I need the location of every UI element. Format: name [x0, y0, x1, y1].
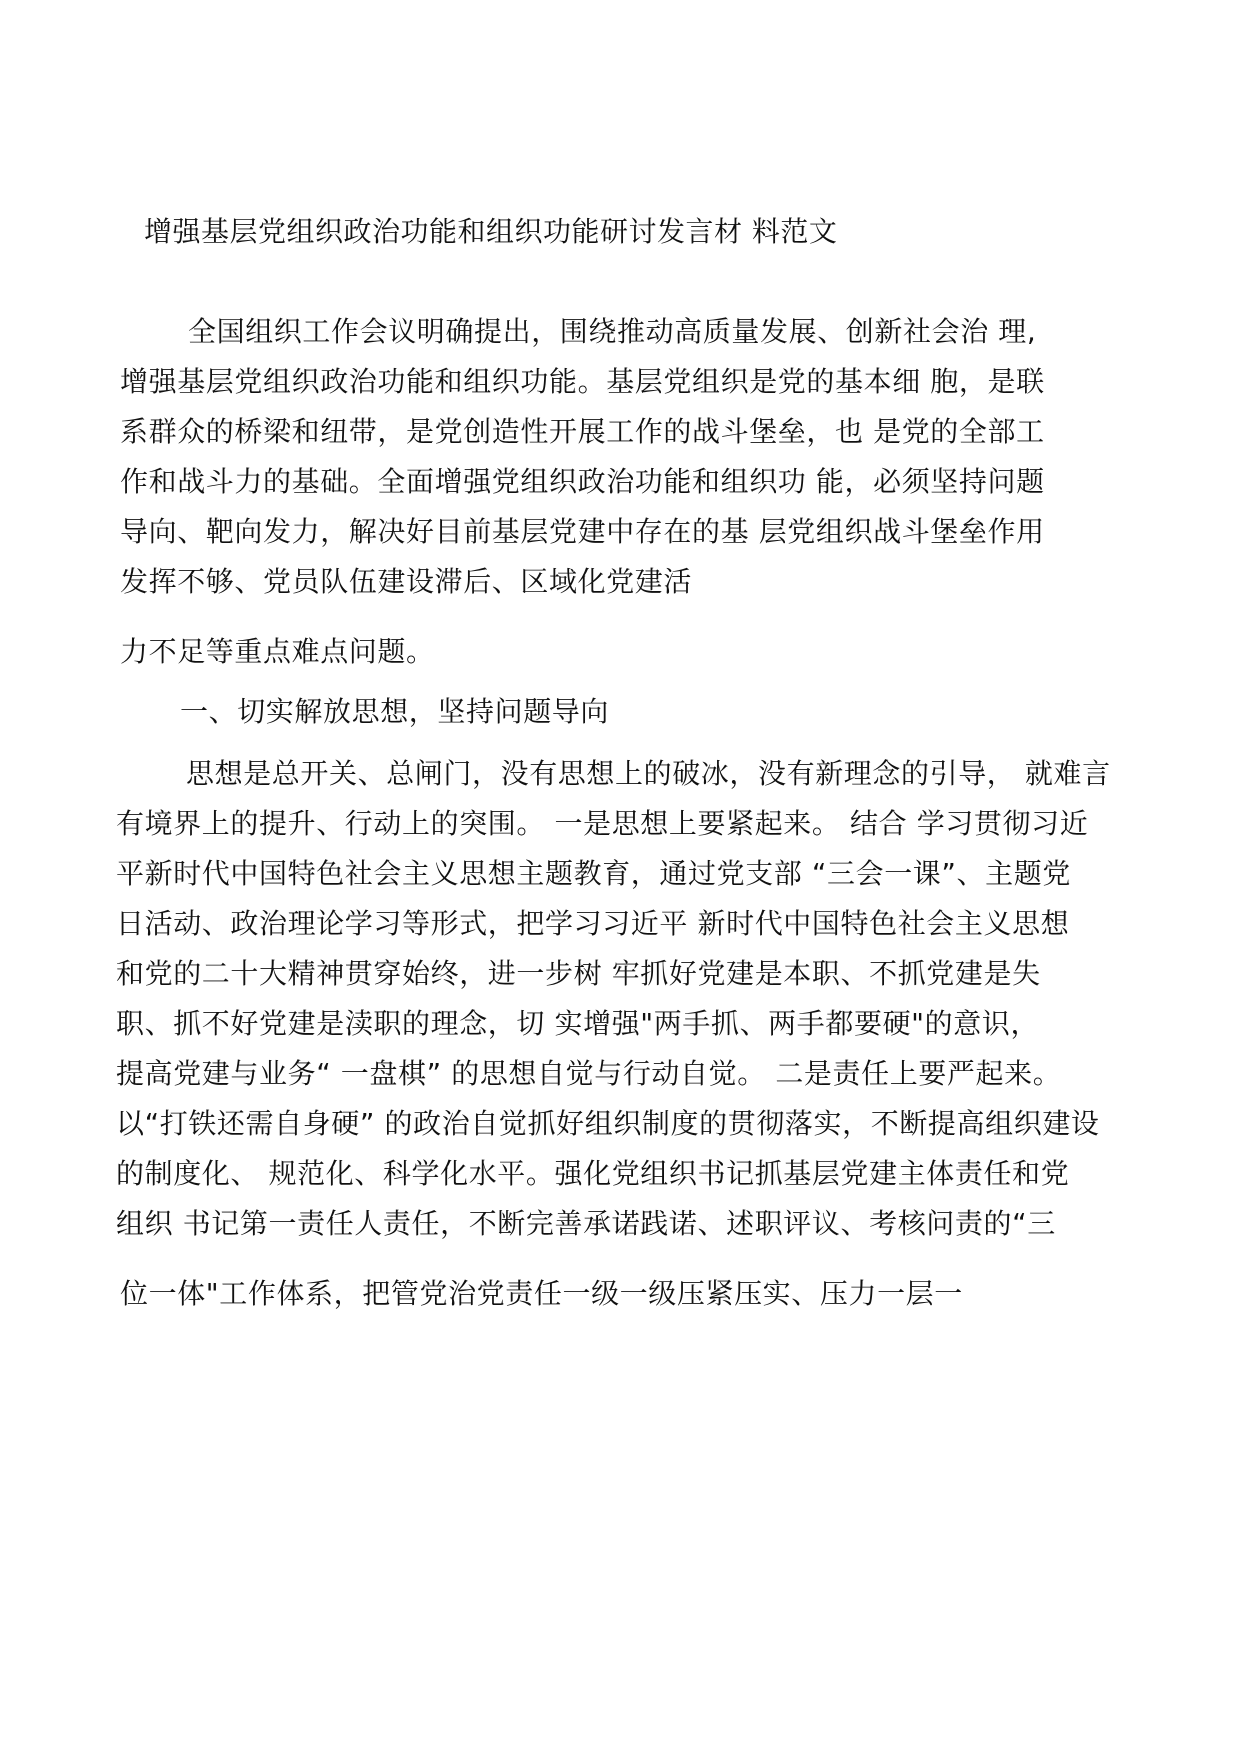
paragraph-line: 力不足等重点难点问题。	[120, 635, 435, 668]
paragraph-line: 平新时代中国特色社会主义思想主题教育，通过党支部 “三会一课”、主题党	[116, 857, 1071, 890]
paragraph-line: 作和战斗力的基础。全面增强党组织政治功能和组织功 能，必须坚持问题	[120, 465, 1045, 498]
paragraph-line: 思想是总开关、总闸门，没有思想上的破冰，没有新理念的引导， 就难言	[186, 757, 1111, 790]
paragraph-line: 日活动、政治理论学习等形式，把学习习近平 新时代中国特色社会主义思想	[116, 907, 1070, 940]
paragraph-line: 有境界上的提升、行动上的突围。 一是思想上要紧起来。 结合 学习贯彻习近	[116, 807, 1089, 840]
paragraph-line: 增强基层党组织政治功能和组织功能。基层党组织是党的基本细 胞，是联	[120, 365, 1045, 398]
section-heading: 一、切实解放思想，坚持问题导向	[180, 695, 610, 728]
paragraph-line: 系群众的桥梁和纽带，是党创造性开展工作的战斗堡垒，也 是党的全部工	[120, 415, 1045, 448]
paragraph-line: 组织 书记第一责任人责任，不断完善承诺践诺、述职评议、考核问责的“三	[116, 1207, 1056, 1240]
paragraph-line: 位一体"工作体系，把管党治党责任一级一级压紧压实、压力一层一	[120, 1277, 963, 1310]
paragraph-line: 职、抓不好党建是渎职的理念，切 实增强"两手抓、两手都要硬"的意识，	[116, 1007, 1040, 1040]
paragraph-line: 发挥不够、党员队伍建设滞后、区域化党建活	[120, 565, 693, 598]
paragraph-line: 提高党建与业务“ 一盘棋” 的思想自觉与行动自觉。 二是责任上要严起来。	[116, 1057, 1062, 1090]
paragraph-line: 全国组织工作会议明确提出，围绕推动高质量发展、创新社会治 理,	[188, 315, 1037, 348]
document-title: 增强基层党组织政治功能和组织功能研讨发言材 料范文	[144, 215, 838, 248]
paragraph-line: 以“打铁还需自身硬” 的政治自觉抓好组织制度的贯彻落实，不断提高组织建设	[116, 1107, 1100, 1140]
paragraph-line: 导向、靶向发力，解决好目前基层党建中存在的基 层党组织战斗堡垒作用	[120, 515, 1045, 548]
paragraph-line: 的制度化、 规范化、科学化水平。强化党组织书记抓基层党建主体责任和党	[116, 1157, 1070, 1190]
paragraph-line: 和党的二十大精神贯穿始终，进一步树 牢抓好党建是本职、不抓党建是失	[116, 957, 1041, 990]
